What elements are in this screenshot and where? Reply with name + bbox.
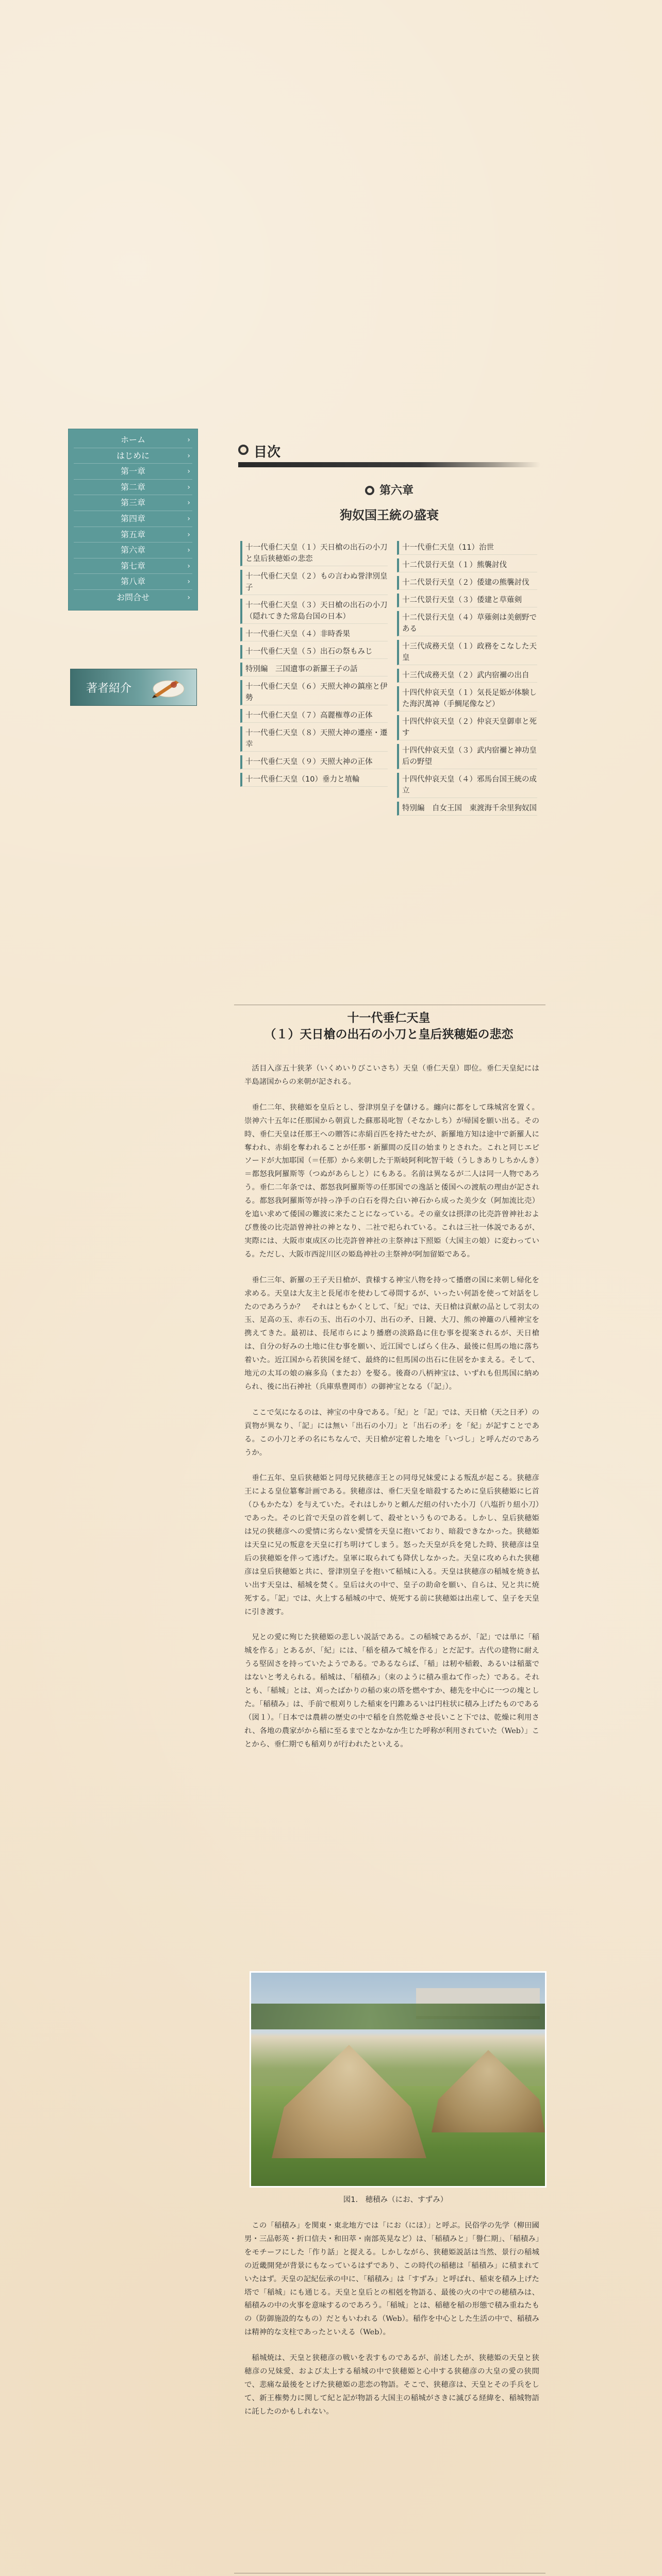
toc-link[interactable]: 十二代景行天皇（２）倭建の熊襲討伐 [397, 576, 537, 590]
toc-link[interactable]: 十一代垂仁天皇（７）高麗権尊の正体 [240, 709, 388, 723]
sidebar-item-chapter-7[interactable] [74, 558, 192, 574]
sidebar-item-label: 第四章 [120, 513, 145, 523]
toc-link[interactable]: 十一代垂仁天皇（11）治世 [397, 541, 537, 555]
toc-link[interactable]: 十四代仲哀天皇（４）邪馬台国王統の成立 [397, 773, 537, 798]
chevron-right-icon: › [187, 499, 190, 507]
sidebar-item-label: 第三章 [120, 498, 145, 508]
article-title-line1: 十一代垂仁天皇 [347, 1011, 431, 1025]
sidebar-item-chapter-2[interactable] [74, 480, 192, 496]
toc-link[interactable]: 十二代景行天皇（４）草薙剣は美劍野である [397, 611, 537, 636]
toc-link[interactable]: 十一代垂仁天皇（５）出石の祭もみじ [240, 645, 388, 659]
sidebar-item-chapter-5[interactable] [74, 527, 192, 543]
toc-link[interactable]: 十四代仲哀天皇（１）気長足姫が体験した海沢萬神（手鯛尾像など） [397, 686, 537, 711]
pen-icon [149, 676, 185, 699]
toc-link[interactable]: 十一代垂仁天皇（２）もの言わぬ誉津別皇子 [240, 570, 388, 595]
chapter-bullet-icon [365, 486, 374, 495]
sidebar-item-chapter-4[interactable] [74, 511, 192, 527]
chapter-title [238, 482, 540, 498]
chevron-right-icon: › [187, 546, 190, 555]
toc-link[interactable]: 特別編 三国遺事の新羅王子の話 [240, 663, 388, 676]
toc-list-left [240, 541, 388, 790]
article-paragraph: 稲城焼は、天皇と狭穂彦の戦いを表すものであるが、前述したが、狭穂姫の天皇と狭穂彦の兄妹愛、および太上する稲城の中で狭穂姫と心中する狭穂彦の大皇の愛の狭間で、悲痛な最後をとげた狭穂姫の悲恋の物語。そこで、狭穂彦は、天皇とその手兵をして、新王権勢力に関して紀と記が物語る大国主の稲城がさきに滅びる経緯を、稲城物語に託したのかもしれない。 [244, 2354, 539, 2416]
toc-list-right [397, 541, 537, 819]
toc-link[interactable]: 特別編 自女王国 東渡海千余里狗奴国 [397, 802, 537, 816]
article-paragraph: 垂仁五年、皇后狭穂姫と同母兄狭穂彦王との同母兄妹愛による叛乱が起こる。狭穂彦王による皇位簒奪計画である。狭穂彦は、垂仁天皇を暗殺するために皇后狭穂姫に匕首（ひもかたな）を与えていた。それはしかりと頼んだ紐の付いた小刀（八塩折り紐小刀）であった。その匕首で天皇の首を刺して、殺せというものである。しかし、皇后狭穂姫は兄の狭穂彦への愛情に劣らない愛情を天皇に抱いており、暗殺できなかった。狭穂姫は天皇に兄の叛意を天皇に打ち明けてしまう。怒った天皇が兵を発した時、狭穂彦は皇后の狭穂姫を伴って逃げた。皇軍に取られても降伏しなかった。天皇に攻められた狭穂彦は皇后狭穂姫と共に、誉津別皇子を抱いて稲城に入る。天皇は狭穂彦の稲城を焼き払い出す天皇は、稲城を焚く。皇后は火の中で、皇子の助命を願い、自らは、兄と共に焼死する。「記」では、火上する稲城の中で、焼死する前に狭穂姫は出産して、皇子を天皇に引き渡す。 [244, 1474, 539, 1616]
chevron-right-icon: › [187, 514, 190, 523]
brush-divider [238, 462, 540, 467]
toc-link[interactable]: 十一代垂仁天皇（３）天日槍の出石の小刀（隠れてきた常島台国の日本） [240, 599, 388, 624]
article-paragraph: 活目入彦五十狭茅（いくめいりびこいさち）天皇（垂仁天皇）即位。垂仁天皇紀には半島諸国からの来朝が記される。 [244, 1064, 539, 1086]
chapter-label: 第六章 [379, 484, 413, 497]
sidebar-item-label: 第二章 [120, 482, 145, 492]
article-body-continued [244, 2219, 539, 2431]
sidebar-item-intro[interactable] [74, 448, 192, 464]
chevron-right-icon: › [187, 530, 190, 539]
sidebar-item-chapter-8[interactable] [74, 574, 192, 590]
sidebar-item-chapter-3[interactable] [74, 495, 192, 511]
chevron-right-icon: › [187, 483, 190, 492]
toc-link[interactable]: 十一代垂仁天皇（６）天照大神の鎮座と伊勢 [240, 680, 388, 705]
toc-link[interactable]: 十一代垂仁天皇（４）非時香果 [240, 628, 388, 641]
chevron-right-icon: › [187, 436, 190, 444]
photo-rice-stack-large [272, 2045, 426, 2158]
toc-link[interactable]: 十二代景行天皇（１）熊襲討伐 [397, 558, 537, 572]
toc-heading [238, 442, 540, 464]
toc-link[interactable]: 十一代垂仁天皇（８）天照大神の遷座・遷幸 [240, 726, 388, 752]
article-body [244, 1062, 539, 1764]
toc-link[interactable]: 十一代垂仁天皇（10）垂力と埴輪 [240, 773, 388, 787]
toc-link[interactable]: 十二代景行天皇（３）倭建と草薙剣 [397, 594, 537, 607]
sidebar-item-contact[interactable] [74, 590, 192, 606]
article-title [234, 1010, 543, 1043]
sidebar-item-home[interactable] [74, 432, 192, 448]
article-paragraph: この「稲積み」を関東・東北地方では「にお（にほ）」と呼ぶ。民俗学の先学（柳田國男・三品彰英・折口信夫・和田萃・南部英晃など）は、「稲積みと」「譽仁期」、「稲積み」をモチーフにした「作り話」と捉える。しかしながら、狭穂姫説話は当然、景行の稲城の近畿開発が背景にもなっているはずであり、この時代の稲穂は「稲積み」に積まれていたはず。天皇の記紀伝承の中に、「稲積み」は「すずみ」と呼ばれ、稲束を積み上げた塔で「稲城」にも通じる。天皇と皇后との相剋を物語る、最後の火の中での穂積みは、稲積みの中の火事を意味するのであろう。「稲城」とは、稲穂を稲の形態で積み重ねたもの（防御施設的なもの）だともいわれる（Web）。稲作を中心とした生活の中で、稲積みは精神的な支柱であったといえる（Web）。 [244, 2222, 539, 2337]
sidebar-item-label: 第七章 [120, 561, 145, 571]
sidebar-item-chapter-6[interactable] [74, 543, 192, 558]
toc-link[interactable]: 十三代成務天皇（１）政務をこなした天皇 [397, 640, 537, 665]
sidebar-item-chapter-1[interactable] [74, 464, 192, 480]
chevron-right-icon: › [187, 578, 190, 586]
sidebar-item-label: 第六章 [120, 545, 145, 555]
article-paragraph: ここで気になるのは、神宝の中身である。「紀」と「記」では、天日槍（天之日矛）の貢物が異なり、「記」には無い「出石の小刀」と「出石の矛」を「紀」が記すことである。この小刀と矛の名にちなんで、天日槍が定着した地を「いづし」と呼んだのであろうか。 [244, 1408, 539, 1457]
toc-link[interactable]: 十一代垂仁天皇（１）天日槍の出石の小刀と皇后狭穂姫の悲恋 [240, 541, 388, 566]
author-profile-banner[interactable] [70, 669, 197, 706]
sidebar-item-label: 第五章 [120, 529, 145, 539]
figure-caption: 図1. 穂積み（にお、すずみ） [343, 2196, 448, 2204]
sidebar-item-label: 第八章 [120, 577, 145, 587]
chapter-subtitle: 狗奴国王統の盛衰 [340, 508, 439, 522]
chevron-right-icon: › [187, 451, 190, 460]
sidebar-item-label: 第一章 [120, 466, 145, 477]
heading-bullet-icon [238, 445, 249, 455]
article-title-line2: （１）天日槍の出石の小刀と皇后狭穂姫の悲恋 [264, 1028, 514, 1041]
chevron-right-icon: › [187, 467, 190, 476]
article-paragraph: 兄との愛に殉じた狭穂姫の悲しい説話である。この稲城であるが、「記」では単に「稲城を作る」とあるが、「紀」には、「稲を積みて城を作る」とだ記す。古代の建物に耐えうる堅固さを持っていたようである。であるならば、「稲」は籾や稲穀、あるいは稲藁ではないと考えられる。稲城は、「稲積み」（束のように積み重ねて作った）である。それとも、「稲城」とは、刈ったばかりの稲の束の塔を燃やすか、穂先を中心に一つの塊とした。「稲積み」は、手前で根刈りした稲束を円錐あるいは円柱状に積み上げたものである（図１）。「日本では農耕の歴史の中で稲を自然乾燥させ長いこと下では、乾燥に利用され、各地の農家がから稲に至るまでとなかなか生じた呼称が利用されていた（Web）」ことから、垂仁期でも稲刈りが行われたといえる。 [244, 1633, 539, 1749]
toc-link[interactable]: 十三代成務天皇（２）武内宿禰の出自 [397, 669, 537, 683]
toc-heading-title: 目次 [254, 445, 281, 460]
sidebar-nav [68, 429, 198, 611]
toc-link[interactable]: 十一代垂仁天皇（９）天照大神の正体 [240, 755, 388, 769]
sidebar-item-label: はじめに [116, 450, 150, 461]
toc-link[interactable]: 十四代仲哀天皇（３）武内宿禰と神功皇后の野望 [397, 744, 537, 769]
article-paragraph: 垂仁二年、狭穂姫を皇后とし、誉津別皇子を儲ける。纏向に都をして珠城宮を置く。崇神六十五年に任那国から朝貢した蘇那曷叱智（そなかしち）が帰国を願い出る。その時、垂仁天皇は任那王への贈答に赤絹百匹を持たせたが、新羅地方知は途中で新羅人に奪われ、赤絹を奪われることが任那・新羅間の反目の始まりとされた。これと同じエピソードが大加耶国（＝任那）から来朝した于斯岐阿利叱智干岐（うしきありしちかんき）＝都怒我阿羅斯等（つぬがあらしと）にもある。名前は異なるが二人は同一人物であろう。垂仁二年条では、都怒我阿羅斯等の任那国での逸話と倭国への渡航の理由が記される。都怒我阿羅斯等が持っ净手の白石を得た白い神石から成った美少女（阿加流比売）を追い求めて倭国の難波に来たことになっている。その童女は摂津の比売許曽神社および豊後の比売語曽神社の神となり、二社で祀られている。これは三社一体説であるが、実際には、大阪市東成区の比売許曽神社の主祭神は下照姫（大国主の娘）に変わっている。ただし、大阪市西淀川区の姫島神社の主祭神が阿加留姫である。 [244, 1103, 539, 1259]
sidebar-item-label: お問合せ [116, 592, 150, 602]
toc-link[interactable]: 十四代仲哀天皇（２）仲哀天皇御車と死す [397, 715, 537, 740]
chevron-right-icon: › [187, 593, 190, 602]
chevron-right-icon: › [187, 562, 190, 570]
author-banner-label: 著者紹介 [86, 682, 132, 695]
sidebar-item-label: ホーム [120, 435, 145, 445]
rice-stack-photo [250, 1971, 547, 2188]
article-paragraph: 垂仁三年、新羅の王子天日槍が、貴様する神宝八物を持って播磨の国に来朝し帰化を求める。天皇は大友主と長尾市を使わして尋問するが、いったい何語を使って対話をしたのであろうか？ それはともかくとして、「紀」では、天日槍は貢献の品として羽太の玉、足高の玉、赤石の玉、出石の小刀、出石の矛、日鏡、大刀、熊の神籬の八種神宝を携えてきた。最初は、長尾市らにより播磨の淡路島に住む事を提案されるが、天日槍は、自分の好みの土地に住む事を願い、近江国でしばらく住み、最後に但馬の地に落ち着いた。近江国から若狭国を経て、最終的に但馬国の出石に住居をかまえる。そして、地元の太耳の娘の麻多烏（またお）を娶る。後裔の八柄神宝は、いずれも但馬国に納められ、後に出石神社（兵庫県豊岡市）の御神宝となる（「記」）。 [244, 1276, 539, 1391]
photo-trees [251, 2004, 547, 2029]
photo-rice-stack-small [432, 2050, 545, 2132]
